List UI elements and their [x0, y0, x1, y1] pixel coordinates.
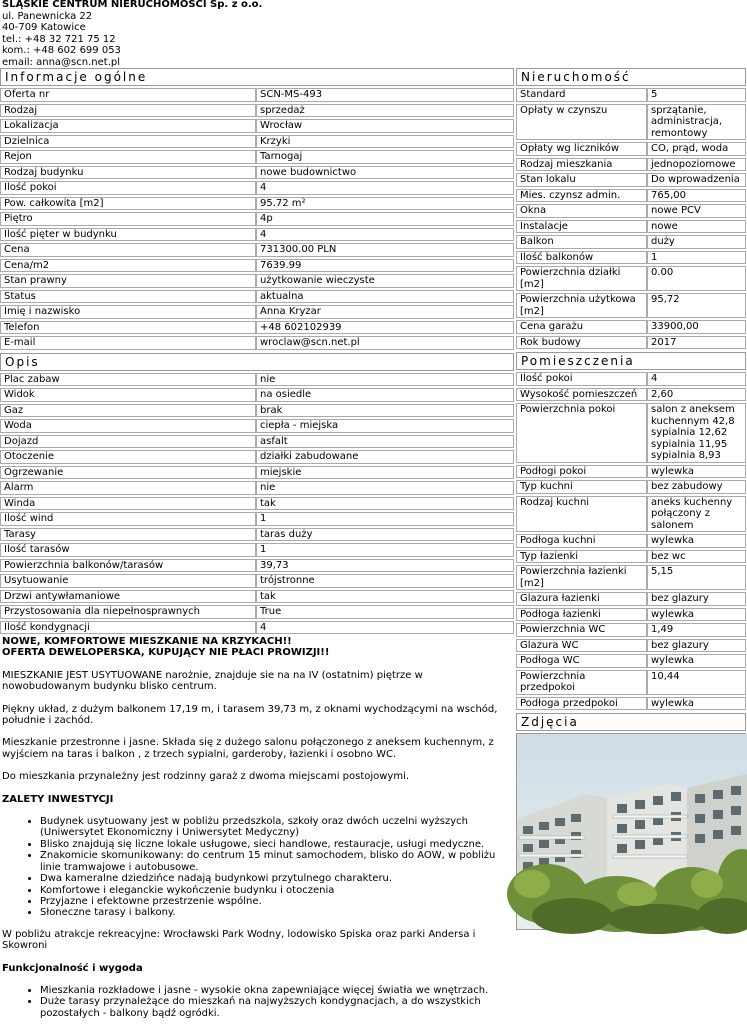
nieruchomosc-row	[516, 336, 746, 350]
nieruchomosc-key: Mies. czynsz admin.	[516, 189, 647, 203]
pomieszczenia-row	[516, 388, 746, 402]
general-info-value: Tarnogaj	[256, 150, 514, 164]
zalety-item: • Blisko znajdują się liczne lokale usługowe, sieci handlowe, restauracje, usługi medyczne.	[40, 839, 512, 850]
zalety-item: • Dwa kameralne dziedzińce nadają budynkowi przytulnego charakteru.	[40, 873, 512, 884]
building-photo-illustration	[517, 734, 747, 929]
opis-value: tak	[256, 497, 514, 511]
opis-value: trójstronne	[256, 574, 514, 588]
nieruchomosc-key: Cena garażu	[516, 320, 647, 334]
property-photo	[516, 733, 746, 930]
opis-key: Otoczenie	[0, 450, 256, 464]
company-street: ul. Panewnicka 22	[2, 10, 93, 22]
company-name: ŚLĄSKIE CENTRUM NIERUCHOMOŚCI Sp. z o.o.	[2, 0, 263, 10]
nieruchomosc-row	[516, 158, 746, 172]
nieruchomosc-key: Standard	[516, 88, 647, 102]
opis-row	[0, 621, 514, 635]
opis-row	[0, 450, 514, 464]
general-info-row	[0, 150, 514, 164]
pomieszczenia-key: Typ łazienki	[516, 550, 647, 564]
general-info-table	[0, 86, 514, 352]
nieruchomosc-key: Instalacje	[516, 220, 647, 234]
opis-value: ciepła - miejska	[256, 419, 514, 433]
general-info-row	[0, 336, 514, 350]
opis-value: brak	[256, 404, 514, 418]
general-info-value: użytkowanie wieczyste	[256, 274, 514, 288]
pomieszczenia-value: 5,15	[647, 565, 746, 590]
general-info-value: 731300.00 PLN	[256, 243, 514, 257]
pomieszczenia-key: Podłoga przedpokoi	[516, 697, 647, 711]
general-info-row	[0, 88, 514, 102]
general-info-value: 4p	[256, 212, 514, 226]
general-info-value: sprzedaż	[256, 104, 514, 118]
pomieszczenia-row	[516, 697, 746, 711]
opis-row	[0, 512, 514, 526]
zalety-item: • Przyjazne i efektowne przestrzenie wspólne.	[40, 896, 512, 907]
general-info-value: 7639.99	[256, 259, 514, 273]
company-city: 40-709 Katowice	[2, 22, 86, 34]
opis-row	[0, 404, 514, 418]
opis-row	[0, 497, 514, 511]
opis-value: True	[256, 605, 514, 619]
general-info-value: 4	[256, 181, 514, 195]
pomieszczenia-row	[516, 550, 746, 564]
pomieszczenia-key: Powierzchnia łazienki [m2]	[516, 565, 647, 590]
funkcjonalnosc-heading: Funkcjonalność i wygoda	[2, 962, 143, 974]
opis-key: Tarasy	[0, 528, 256, 542]
funkcjonalnosc-item: • Duże tarasy przynależące do mieszkań na najwyższych kondygnacjach, a do wszystkich pozostałych - balkony bądź ogródki.	[40, 996, 512, 1019]
pomieszczenia-value: 4	[647, 372, 746, 386]
description-paragraph: Piękny układ, z dużym balkonem 17,19 m, i tarasem 39,73 m, z oknami wychodzącymi na wschód, południe i zachód.	[2, 703, 498, 727]
pomieszczenia-value: bez wc	[647, 550, 746, 564]
general-info-key: Piętro	[0, 212, 256, 226]
general-info-key: Cena/m2	[0, 259, 256, 273]
opis-key: Ilość kondygnacji	[0, 621, 256, 635]
general-info-key: Status	[0, 290, 256, 304]
nieruchomosc-value: sprzątanie, administracja, remontowy	[647, 104, 746, 141]
nieruchomosc-key: Okna	[516, 204, 647, 218]
general-info-key: Oferta nr	[0, 88, 256, 102]
opis-key: Winda	[0, 497, 256, 511]
opis-key: Przystosowania dla niepełnosprawnych	[0, 605, 256, 619]
pomieszczenia-row	[516, 496, 746, 533]
pomieszczenia-value: wylewka	[647, 534, 746, 548]
zalety-item: • Słoneczne tarasy i balkony.	[40, 907, 512, 918]
nieruchomosc-row	[516, 88, 746, 102]
nieruchomosc-key: Ilość balkonów	[516, 251, 647, 265]
opis-key: Drzwi antywłamaniowe	[0, 590, 256, 604]
opis-value: działki zabudowane	[256, 450, 514, 464]
opis-row	[0, 481, 514, 495]
opis-key: Dojazd	[0, 435, 256, 449]
opis-table	[0, 371, 514, 637]
opis-key: Powierzchnia balkonów/tarasów	[0, 559, 256, 573]
opis-key: Gaz	[0, 404, 256, 418]
nieruchomosc-value: 2017	[647, 336, 746, 350]
nieruchomosc-row	[516, 293, 746, 318]
opis-row	[0, 388, 514, 402]
nieruchomosc-value: 5	[647, 88, 746, 102]
nieruchomosc-value: Do wprowadzenia	[647, 173, 746, 187]
general-info-key: Rodzaj	[0, 104, 256, 118]
offer-description	[0, 636, 514, 1019]
nieruchomosc-value: duży	[647, 235, 746, 249]
nieruchomosc-row	[516, 189, 746, 203]
general-info-key: Telefon	[0, 321, 256, 335]
nieruchomosc-value: nowe	[647, 220, 746, 234]
nieruchomosc-value: nowe PCV	[647, 204, 746, 218]
pomieszczenia-row	[516, 592, 746, 606]
general-info-value: Anna Kryzar	[256, 305, 514, 319]
nieruchomosc-key: Opłaty w czynszu	[516, 104, 647, 141]
opis-row	[0, 574, 514, 588]
opis-key: Widok	[0, 388, 256, 402]
pomieszczenia-key: Wysokość pomieszczeń	[516, 388, 647, 402]
pomieszczenia-row	[516, 403, 746, 463]
opis-key: Ogrzewanie	[0, 466, 256, 480]
opis-row	[0, 373, 514, 387]
pomieszczenia-row	[516, 565, 746, 590]
opis-row	[0, 466, 514, 480]
opis-value: miejskie	[256, 466, 514, 480]
pomieszczenia-value: 2,60	[647, 388, 746, 402]
general-info-row	[0, 197, 514, 211]
general-info-row	[0, 274, 514, 288]
nieruchomosc-row	[516, 320, 746, 334]
general-info-row	[0, 104, 514, 118]
general-info-row	[0, 259, 514, 273]
nieruchomosc-key: Opłaty wg liczników	[516, 142, 647, 156]
general-info-key: Dzielnica	[0, 135, 256, 149]
funkcjonalnosc-item: • Mieszkania rozkładowe i jasne - wysokie okna zapewniające więcej światła we wnętrzach.	[40, 985, 512, 996]
nieruchomosc-row	[516, 142, 746, 156]
description-paragraph: Do mieszkania przynależny jest rodzinny garaż z dwoma miejscami postojowymi.	[2, 771, 410, 783]
opis-row	[0, 419, 514, 433]
nieruchomosc-title: Nieruchomość	[516, 68, 746, 86]
pomieszczenia-key: Ilość pokoi	[516, 372, 647, 386]
zalety-item: • Budynek usytuowany jest w pobliżu przedszkola, szkoły oraz dwóch uczelni wyższych (Uniwersytet Ekonomiczny i Uniwersytet Medyczny)	[40, 816, 512, 839]
general-info-key: Cena	[0, 243, 256, 257]
pomieszczenia-key: Powierzchnia pokoi	[516, 403, 647, 463]
pomieszczenia-table	[516, 370, 746, 712]
description-headline: NOWE, KOMFORTOWE MIESZKANIE NA KRZYKACH!!	[2, 636, 292, 647]
nieruchomosc-value: jednopoziomowe	[647, 158, 746, 172]
opis-value: taras duży	[256, 528, 514, 542]
general-info-value: +48 602102939	[256, 321, 514, 335]
nieruchomosc-value: 95,72	[647, 293, 746, 318]
general-info-key: Ilość pięter w budynku	[0, 228, 256, 242]
pomieszczenia-row	[516, 670, 746, 695]
pomieszczenia-row	[516, 372, 746, 386]
opis-key: Usytuowanie	[0, 574, 256, 588]
pomieszczenia-value: wylewka	[647, 608, 746, 622]
description-paragraph: Mieszkanie przestronne i jasne. Składa się z dużego salonu połączonego z aneksem kuchennym, z wyjściem na taras i balkon , z trzech sypialni, garderoby, łazienki i osobno WC.	[2, 737, 494, 760]
general-info-row	[0, 166, 514, 180]
pomieszczenia-row	[516, 480, 746, 494]
zalety-item: • Znakomicie skomunikowany: do centrum 15 minut samochodem, blisko do AOW, w pobliżu linie tramwajowe i autobusowe.	[40, 850, 512, 873]
nieruchomosc-value: CO, prąd, woda	[647, 142, 746, 156]
opis-key: Plac zabaw	[0, 373, 256, 387]
pomieszczenia-row	[516, 623, 746, 637]
pomieszczenia-key: Rodzaj kuchni	[516, 496, 647, 533]
nieruchomosc-value: 0.00	[647, 266, 746, 291]
nieruchomosc-row	[516, 173, 746, 187]
general-info-key: Imię i nazwisko	[0, 305, 256, 319]
nieruchomosc-key: Powierzchnia działki [m2]	[516, 266, 647, 291]
opis-value: 1	[256, 543, 514, 557]
pomieszczenia-row	[516, 654, 746, 668]
general-info-value: Wrocław	[256, 119, 514, 133]
general-info-key: Stan prawny	[0, 274, 256, 288]
general-info-value: aktualna	[256, 290, 514, 304]
general-info-row	[0, 119, 514, 133]
nieruchomosc-row	[516, 104, 746, 141]
nieruchomosc-key: Stan lokalu	[516, 173, 647, 187]
general-info-row	[0, 212, 514, 226]
nieruchomosc-value: 33900,00	[647, 320, 746, 334]
opis-row	[0, 435, 514, 449]
zalety-heading: ZALETY INWESTYCJI	[2, 793, 114, 805]
nieruchomosc-key: Rodzaj mieszkania	[516, 158, 647, 172]
opis-value: 39,73	[256, 559, 514, 573]
zalety-item: • Komfortowe i eleganckie wykończenie budynku i otoczenia	[40, 885, 512, 896]
photos-title: Zdjęcia	[516, 713, 746, 731]
nieruchomosc-row	[516, 235, 746, 249]
general-info-row	[0, 290, 514, 304]
opis-value: 1	[256, 512, 514, 526]
opis-key: Alarm	[0, 481, 256, 495]
nieruchomosc-table	[516, 86, 746, 351]
pomieszczenia-value: wylewka	[647, 697, 746, 711]
nieruchomosc-row	[516, 204, 746, 218]
general-info-key: E-mail	[0, 336, 256, 350]
opis-row	[0, 528, 514, 542]
pomieszczenia-key: Powierzchnia przedpokoi	[516, 670, 647, 695]
general-info-row	[0, 321, 514, 335]
pomieszczenia-key: Glazura łazienki	[516, 592, 647, 606]
pomieszczenia-title: Pomieszczenia	[516, 352, 746, 370]
pomieszczenia-value: wylewka	[647, 465, 746, 479]
opis-value: nie	[256, 481, 514, 495]
opis-row	[0, 543, 514, 557]
general-info-value: SCN-MS-493	[256, 88, 514, 102]
pomieszczenia-value: 1,49	[647, 623, 746, 637]
pomieszczenia-row	[516, 608, 746, 622]
general-info-title: Informacje ogólne	[0, 68, 514, 86]
agency-header	[2, 0, 262, 69]
general-info-row	[0, 135, 514, 149]
general-info-key: Rodzaj budynku	[0, 166, 256, 180]
company-mobile: kom.: +48 602 699 053	[2, 45, 121, 57]
general-info-value: 4	[256, 228, 514, 242]
pomieszczenia-value: salon z aneksem kuchennym 42,8 sypialnia 12,62 sypialnia 11,95 sypialnia 8,93	[647, 403, 746, 463]
opis-value: na osiedle	[256, 388, 514, 402]
pomieszczenia-key: Powierzchnia WC	[516, 623, 647, 637]
opis-value: 4	[256, 621, 514, 635]
company-phone: tel.: +48 32 721 75 12	[2, 33, 116, 45]
pomieszczenia-value: 10,44	[647, 670, 746, 695]
opis-value: tak	[256, 590, 514, 604]
general-info-value: wroclaw@scn.net.pl	[256, 336, 514, 350]
zalety-list	[2, 816, 512, 919]
opis-row	[0, 559, 514, 573]
general-info-row	[0, 243, 514, 257]
opis-value: asfalt	[256, 435, 514, 449]
description-paragraph: MIESZKANIE JEST USYTUOWANE narożnie, znajduje sie na na IV (ostatnim) piętrze w nowobudowanym budynku blisko centrum.	[2, 669, 423, 693]
pomieszczenia-key: Podłoga łazienki	[516, 608, 647, 622]
description-subheadline: OFERTA DEWELOPERSKA, KUPUJĄCY NIE PŁACI PROWIZJI!!	[2, 647, 330, 659]
opis-title: Opis	[0, 353, 514, 371]
nieruchomosc-key: Rok budowy	[516, 336, 647, 350]
pomieszczenia-key: Glazura WC	[516, 639, 647, 653]
general-info-key: Rejon	[0, 150, 256, 164]
pomieszczenia-key: Podłogi pokoi	[516, 465, 647, 479]
pomieszczenia-value: bez glazury	[647, 592, 746, 606]
pomieszczenia-value: wylewka	[647, 654, 746, 668]
pomieszczenia-key: Typ kuchni	[516, 480, 647, 494]
pomieszczenia-key: Podłoga kuchni	[516, 534, 647, 548]
nieruchomosc-row	[516, 251, 746, 265]
right-column	[516, 68, 746, 930]
pomieszczenia-row	[516, 465, 746, 479]
general-info-key: Ilość pokoi	[0, 181, 256, 195]
opis-value: nie	[256, 373, 514, 387]
opis-row	[0, 605, 514, 619]
pomieszczenia-value: aneks kuchenny połączony z salonem	[647, 496, 746, 533]
pomieszczenia-row	[516, 534, 746, 548]
left-column	[0, 68, 514, 1029]
opis-key: Ilość wind	[0, 512, 256, 526]
nieruchomosc-value: 765,00	[647, 189, 746, 203]
pomieszczenia-value: bez glazury	[647, 639, 746, 653]
company-email: email: anna@scn.net.pl	[2, 56, 120, 68]
general-info-value: nowe budownictwo	[256, 166, 514, 180]
pomieszczenia-key: Podłoga WC	[516, 654, 647, 668]
general-info-value: Krzyki	[256, 135, 514, 149]
pomieszczenia-row	[516, 639, 746, 653]
general-info-row	[0, 228, 514, 242]
opis-key: Ilość tarasów	[0, 543, 256, 557]
funkcjonalnosc-list	[2, 985, 512, 1019]
general-info-value: 95.72 m²	[256, 197, 514, 211]
nieruchomosc-key: Balkon	[516, 235, 647, 249]
general-info-key: Pow. całkowita [m2]	[0, 197, 256, 211]
nieruchomosc-value: 1	[647, 251, 746, 265]
nieruchomosc-key: Powierzchnia użytkowa [m2]	[516, 293, 647, 318]
description-paragraph: W pobliżu atrakcje rekreacyjne: Wrocławski Park Wodny, lodowisko Spiska oraz parki Andersa i Skowroni	[2, 928, 476, 952]
general-info-key: Lokalizacja	[0, 119, 256, 133]
pomieszczenia-value: bez zabudowy	[647, 480, 746, 494]
nieruchomosc-row	[516, 220, 746, 234]
opis-row	[0, 590, 514, 604]
opis-key: Woda	[0, 419, 256, 433]
nieruchomosc-row	[516, 266, 746, 291]
general-info-row	[0, 305, 514, 319]
general-info-row	[0, 181, 514, 195]
